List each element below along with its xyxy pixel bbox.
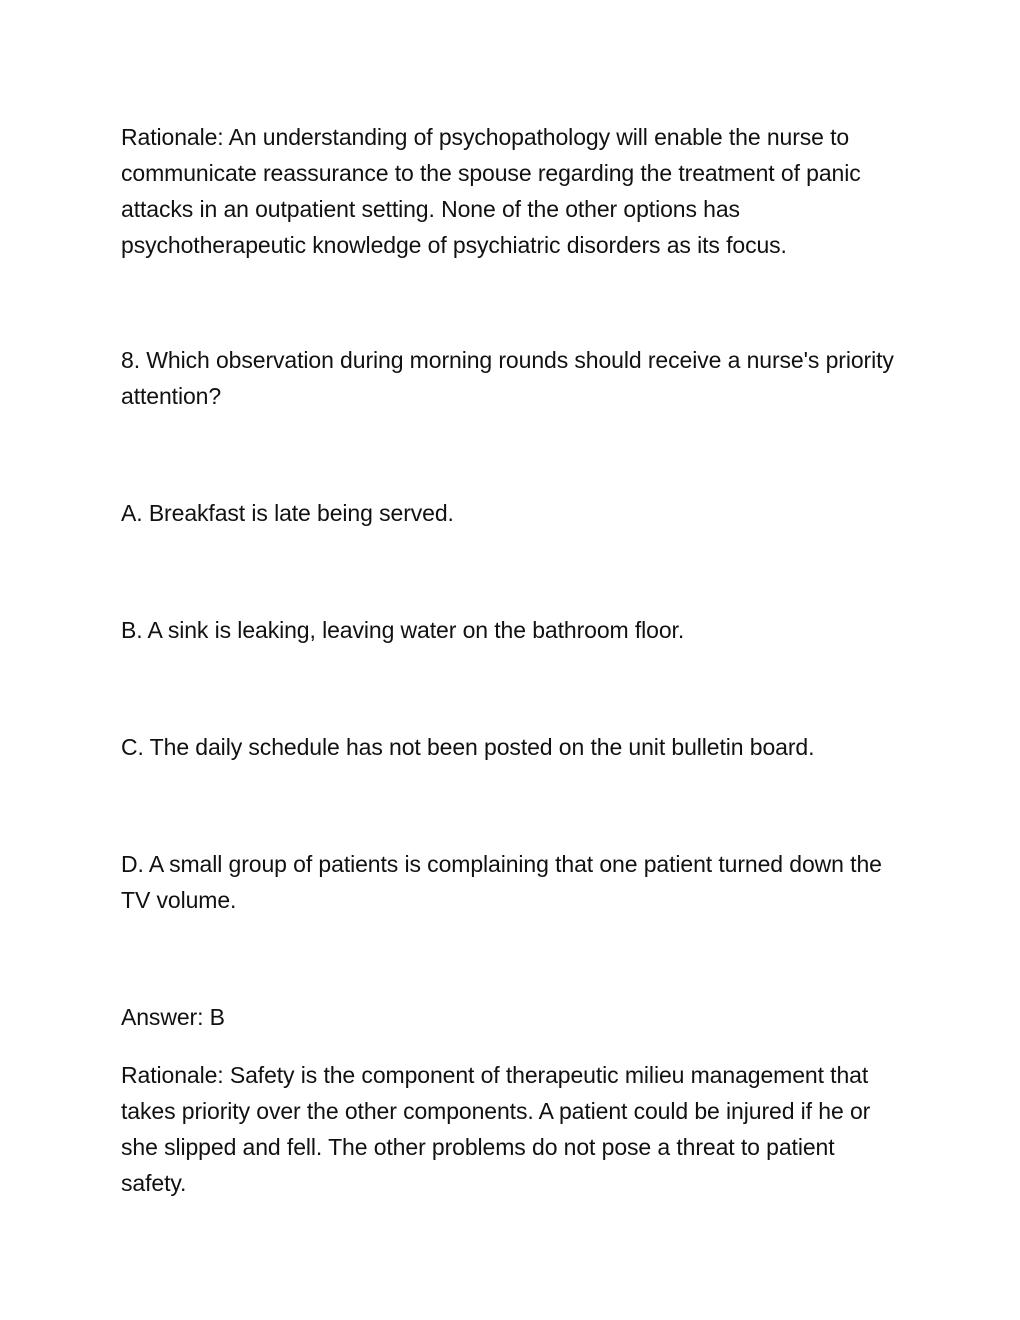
option-a: A. Breakfast is late being served. <box>121 500 454 526</box>
answer-text: Answer: B <box>121 1004 225 1030</box>
question-8-text: 8. Which observation during morning rounds should receive a nurse's priority attention? <box>121 347 894 409</box>
option-d: D. A small group of patients is complaining that one patient turned down the TV volume. <box>121 851 882 913</box>
rationale-paragraph: Rationale: Safety is the component of therapeutic milieu management that takes priority over the other components. A patient could be injured if he or she slipped and fell. The other problems do not pose a threat to patient safety. <box>121 1062 871 1196</box>
previous-rationale-paragraph: Rationale: An understanding of psychopathology will enable the nurse to communicate reassurance to the spouse regarding the treatment of panic attacks in an outpatient setting. None of the other options has psychotherapeutic knowledge of psychiatric disorders as its focus. <box>121 124 861 258</box>
option-b: B. A sink is leaking, leaving water on the bathroom floor. <box>121 617 685 643</box>
option-c: C. The daily schedule has not been posted on the unit bulletin board. <box>121 734 815 760</box>
